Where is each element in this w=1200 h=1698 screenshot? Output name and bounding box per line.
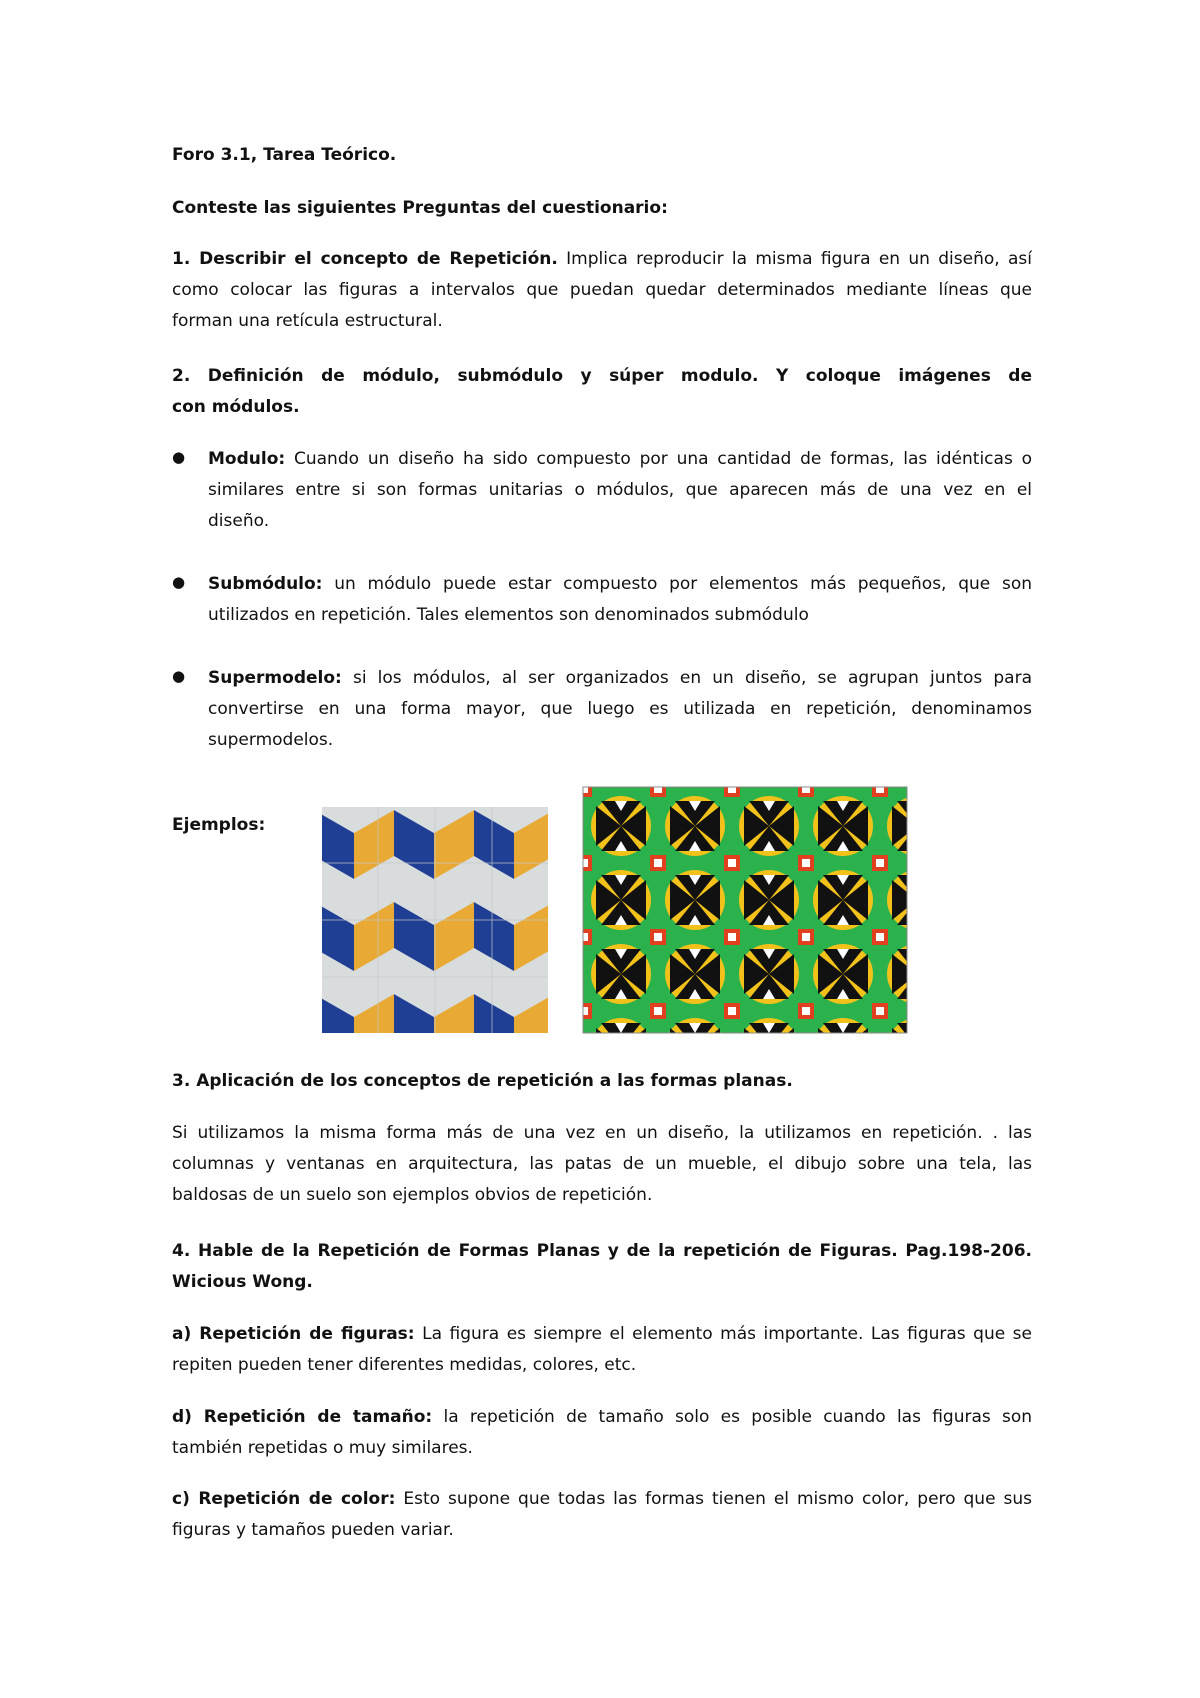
item-repeticion-figuras: a) Repetición de figuras: La figura es siempre el elemento más importante. Las figuras que se repiten pueden tener diferentes medidas, colores, etc.	[172, 1324, 1032, 1375]
question-3-heading: 3. Aplicación de los conceptos de repetición a las formas planas.	[172, 1071, 793, 1091]
bullet-modulo: Modulo: Cuando un diseño ha sido compuesto por una cantidad de formas, las idénticas o similares entre si son formas unitarias o módulos, que aparecen más de una vez en el diseño.	[208, 449, 1032, 531]
question-2: 2. Definición de módulo, submódulo y súper modulo. Y coloque imágenes de con módulos.	[172, 366, 1032, 417]
item-repeticion-color: c) Repetición de color: Esto supone que todas las formas tienen el mismo color, pero que sus figuras y tamaños pueden variar.	[172, 1489, 1032, 1540]
cube-tiles-graphic	[322, 807, 548, 1033]
bullet-dot: ●	[172, 667, 186, 685]
question-1: 1. Describir el concepto de Repetición. Implica reproducir la misma figura en un diseño, así como colocar las figuras a intervalos que puedan quedar determinados mediante líneas que forman una retícula estructural.	[172, 249, 1032, 331]
example-cube-tiles-image	[322, 807, 548, 1033]
question-1-heading: 1. Describir el concepto de Repetición.	[172, 249, 558, 269]
examples-label: Ejemplos:	[172, 815, 266, 835]
mosaic-graphic	[580, 783, 910, 1037]
instructions: Conteste las siguientes Preguntas del cuestionario:	[172, 198, 668, 218]
bullet-dot: ●	[172, 448, 186, 466]
bullet-supermodelo: Supermodelo: si los módulos, al ser organizados en un diseño, se agrupan juntos para convertirse en una forma mayor, que luego es utilizada en repetición, denominamos supermodelos.	[208, 668, 1032, 750]
question-4: 4. Hable de la Repetición de Formas Planas y de la repetición de Figuras. Pag.198-206. Wicious Wong.	[172, 1241, 1032, 1292]
document-title: Foro 3.1, Tarea Teórico.	[172, 145, 397, 165]
bullet-dot: ●	[172, 573, 186, 591]
question-3-answer: Si utilizamos la misma forma más de una vez en un diseño, la utilizamos en repetición. . las columnas y ventanas en arquitectura, las patas de un mueble, el dibujo sobre una tela, las baldosas de un suelo son ejemplos obvios de repetición.	[172, 1123, 1032, 1205]
bullet-submodulo: Submódulo: un módulo puede estar compuesto por elementos más pequeños, que son utilizados en repetición. Tales elementos son denominados submódulo	[208, 574, 1032, 625]
example-mosaic-image	[580, 783, 910, 1037]
item-repeticion-tamano: d) Repetición de tamaño: la repetición de tamaño solo es posible cuando las figuras son también repetidas o muy similares.	[172, 1407, 1032, 1458]
